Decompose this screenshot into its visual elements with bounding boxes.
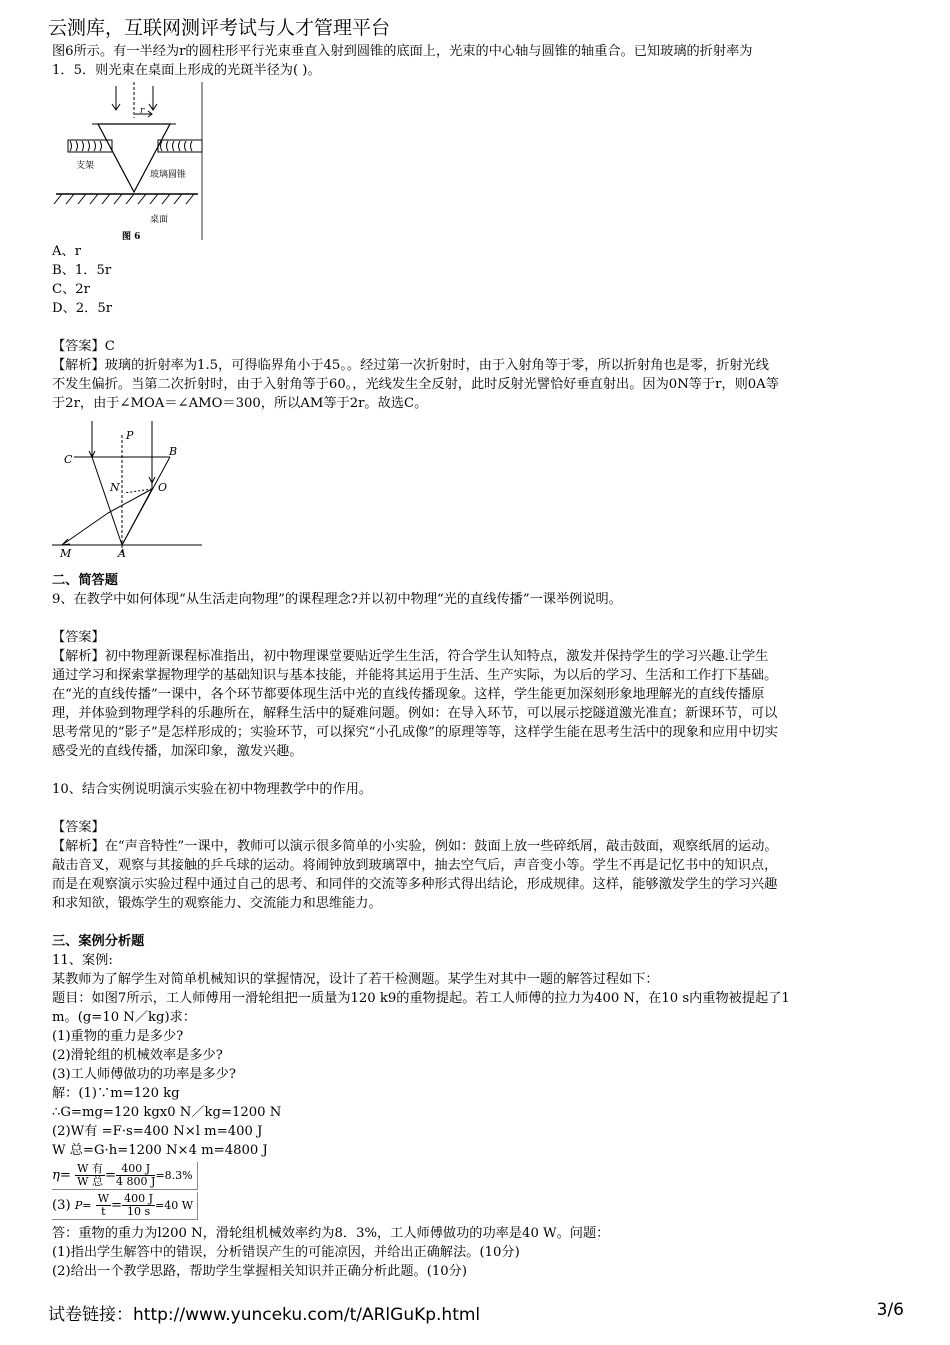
label-c: C xyxy=(64,453,73,466)
exam-link[interactable]: 试卷链接：http://www.yunceku.com/t/ARlGuKp.html xyxy=(48,1305,481,1325)
label-b: B xyxy=(169,445,178,458)
ray-diagram xyxy=(52,417,202,557)
q11-line: 题目：如图7所示，工人师傅用一滑轮组把一质量为120 k9的重物提起。若工人师傅的拉力为400 N，在10 s内重物被提起了1 xyxy=(52,991,790,1006)
q11-tail-line: (2)给出一个教学思路，帮助学生掌握相关知识并正确分析此题。(10分) xyxy=(52,1264,467,1279)
q10-stem: 10、结合实例说明演示实验在初中物理教学中的作用。 xyxy=(52,782,373,797)
support-label: 支架 xyxy=(76,161,95,171)
option-a: A、r xyxy=(52,244,82,259)
q9-analysis-line: 【解析】初中物理新课程标准指出，初中物理课堂要贴近学生生活，符合学生认知特点，激发并保持学生的学习兴趣.让学生 xyxy=(52,649,769,664)
q10-analysis-line: 【解析】在“声音特性”一课中，教师可以演示很多简单的小实验，例如：鼓面上放一些碎纸屑，敲击鼓面，观察纸屑的运动。 xyxy=(52,839,778,854)
q11-line: (2)滑轮组的机械效率是多少? xyxy=(52,1048,223,1063)
table-label: 桌面 xyxy=(150,215,169,225)
eq1-den-r: 4 800 J xyxy=(116,1175,156,1188)
eq2-pre: (3) xyxy=(52,1198,71,1213)
label-a: A xyxy=(118,547,126,557)
eq2-lhs: P= xyxy=(74,1199,92,1212)
efficiency-equation: η= $\frac{\text{W 有}}{\text{W 总}}$ = $\frac{400 J}{4 800 J}$ =8.3% xyxy=(52,1162,910,1190)
r-label: r xyxy=(140,106,145,116)
q9-analysis-line: 理，并体验到物理学科的乐趣所在，解释生活中的疑难问题。例如：在导入环节，可以展示挖隧道激光准直；新课环节，可以 xyxy=(52,706,778,721)
label-n: N xyxy=(110,481,120,494)
page-footer xyxy=(48,1300,904,1325)
q11-tail-line: (1)指出学生解答中的错误，分析错误产生的可能凉因，并给出正确解法。(10分) xyxy=(52,1245,520,1260)
q11-line: 某教师为了解学生对简单机械知识的掌握情况，设计了若干检测题。某学生对其中一题的解答过程如下： xyxy=(52,972,659,987)
document-body xyxy=(52,42,910,1281)
page-number: 3/6 xyxy=(876,1300,904,1320)
q9-analysis-line: 感受光的直线传播，加深印象，激发兴趣。 xyxy=(52,744,303,759)
q9-analysis-line: 思考常见的“影子”是怎样形成的；实验环节，可以探究“小孔成像”的原理等等，这样学生能在思考生活中的现象和应用中切实 xyxy=(52,725,778,740)
q10-analysis-line: 和求知欲，锻炼学生的观察能力、交流能力和思维能力。 xyxy=(52,896,382,911)
cone-figure-6 xyxy=(52,80,242,242)
q9-analysis-line: 在“光的直线传播”一课中，各个环节都要体现生活中光的直线传播现象。这样，学生能更加深刻形象地理解光的直线传播原 xyxy=(52,687,765,702)
q8-analysis-line: 【解析】玻璃的折射率为1.5，可得临界角小于45。。经过第一次折射时，由于入射角等于零，所以折射角也是零，折射光线 xyxy=(52,358,769,373)
q8-answer: 【答案】C xyxy=(52,339,115,354)
section-title: 三、案例分析题 xyxy=(52,934,145,949)
q8-stem-line-2: 1．5．则光束在桌面上形成的光斑半径为( )。 xyxy=(52,63,321,78)
section-title: 二、简答题 xyxy=(52,573,118,588)
q8-stem-line-1: 图6所示。有一半经为r的圆柱形平行光束垂直入射到圆锥的底面上，光束的中心轴与圆锥的轴重合。已知玻璃的折射率为 xyxy=(52,44,753,59)
option-c: C、2r xyxy=(52,282,90,297)
q11-stem: 11、案例: xyxy=(52,953,113,968)
power-equation: (3) P= $\frac{W}{t}$ = $\frac{400 J}{10 s}$ =40 W xyxy=(52,1192,910,1220)
site-header-title: 云测库，互联网测评考试与人才管理平台 xyxy=(48,17,391,39)
q9-stem: 9、在教学中如何体现“从生活走向物理”的课程理念?并以初中物理“光的直线传播”一课举例说明。 xyxy=(52,592,622,607)
eq1-den-l: W 总 xyxy=(77,1175,103,1188)
option-d: D、2．5r xyxy=(52,301,113,316)
eq2-num-l: W xyxy=(97,1192,110,1205)
q10-answer: 【答案】 xyxy=(52,820,105,835)
q11-tail-line: 答：重物的重力为l200 N，滑轮组机械效率约为8．3%，工人师傅做功的功率是40 W。问题： xyxy=(52,1226,610,1241)
eq2-num-r: 400 J xyxy=(124,1192,153,1205)
eq1-result: =8.3% xyxy=(155,1169,193,1182)
label-m: M xyxy=(60,547,72,557)
q11-line: W 总=G·h=1200 N×4 m=4800 J xyxy=(52,1143,268,1158)
q10-analysis-line: 而是在观察演示实验过程中通过自己的思考、和同伴的交流等多种形式得出结论，形成规律。这样，能够激发学生的学习兴趣 xyxy=(52,877,778,892)
eq1-num-l: W 有 xyxy=(77,1162,103,1175)
q9-answer: 【答案】 xyxy=(52,630,105,645)
eq1-lhs: η= xyxy=(52,1168,71,1183)
eq2-result: =40 W xyxy=(155,1199,194,1212)
q9-analysis-line: 通过学习和探索掌握物理学的基础知识与基本技能，并能将其运用于生活、生产实际，为以后的学习、生活和工作打下基础。 xyxy=(52,668,778,683)
option-b: B、1．5r xyxy=(52,263,112,278)
eq2-den-r: 10 s xyxy=(126,1205,151,1218)
q11-line: (3)工人师傅做功的功率是多少? xyxy=(52,1067,236,1082)
eq1-num-r: 400 J xyxy=(116,1163,155,1176)
q10-analysis-line: 敲击音叉，观察与其接触的乒乓球的运动。将闹钟放到玻璃罩中，抽去空气后，声音变小等。学生不再是记忆书中的知识点， xyxy=(52,858,778,873)
label-o: O xyxy=(158,481,168,494)
figure-caption: 图 6 xyxy=(122,232,141,242)
q8-analysis-line: 不发生偏折。当第二次折射时，由于入射角等于60。，光线发生全反射，此时反射光譬恰好垂直射出。因为0N等于r，则0A等 xyxy=(52,377,779,392)
q8-analysis-line: 于2r，由于∠MOA＝∠AMO＝300，所以AM等于2r。故选C。 xyxy=(52,396,428,411)
eq2-den-l: t xyxy=(101,1205,106,1218)
q11-line: (2)W有 =F·s=400 N×l m=400 J xyxy=(52,1124,263,1139)
q11-line: (1)重物的重力是多少? xyxy=(52,1029,184,1044)
q11-line: 解：(1)∵m=120 kg xyxy=(52,1086,180,1101)
label-p: P xyxy=(126,429,134,442)
cone-label: 玻璃圆锥 xyxy=(150,170,187,180)
q11-line: m。(g=10 N／kg)求： xyxy=(52,1010,196,1025)
q11-line: ∴G=mg=120 kgx0 N／kg=1200 N xyxy=(52,1105,282,1120)
